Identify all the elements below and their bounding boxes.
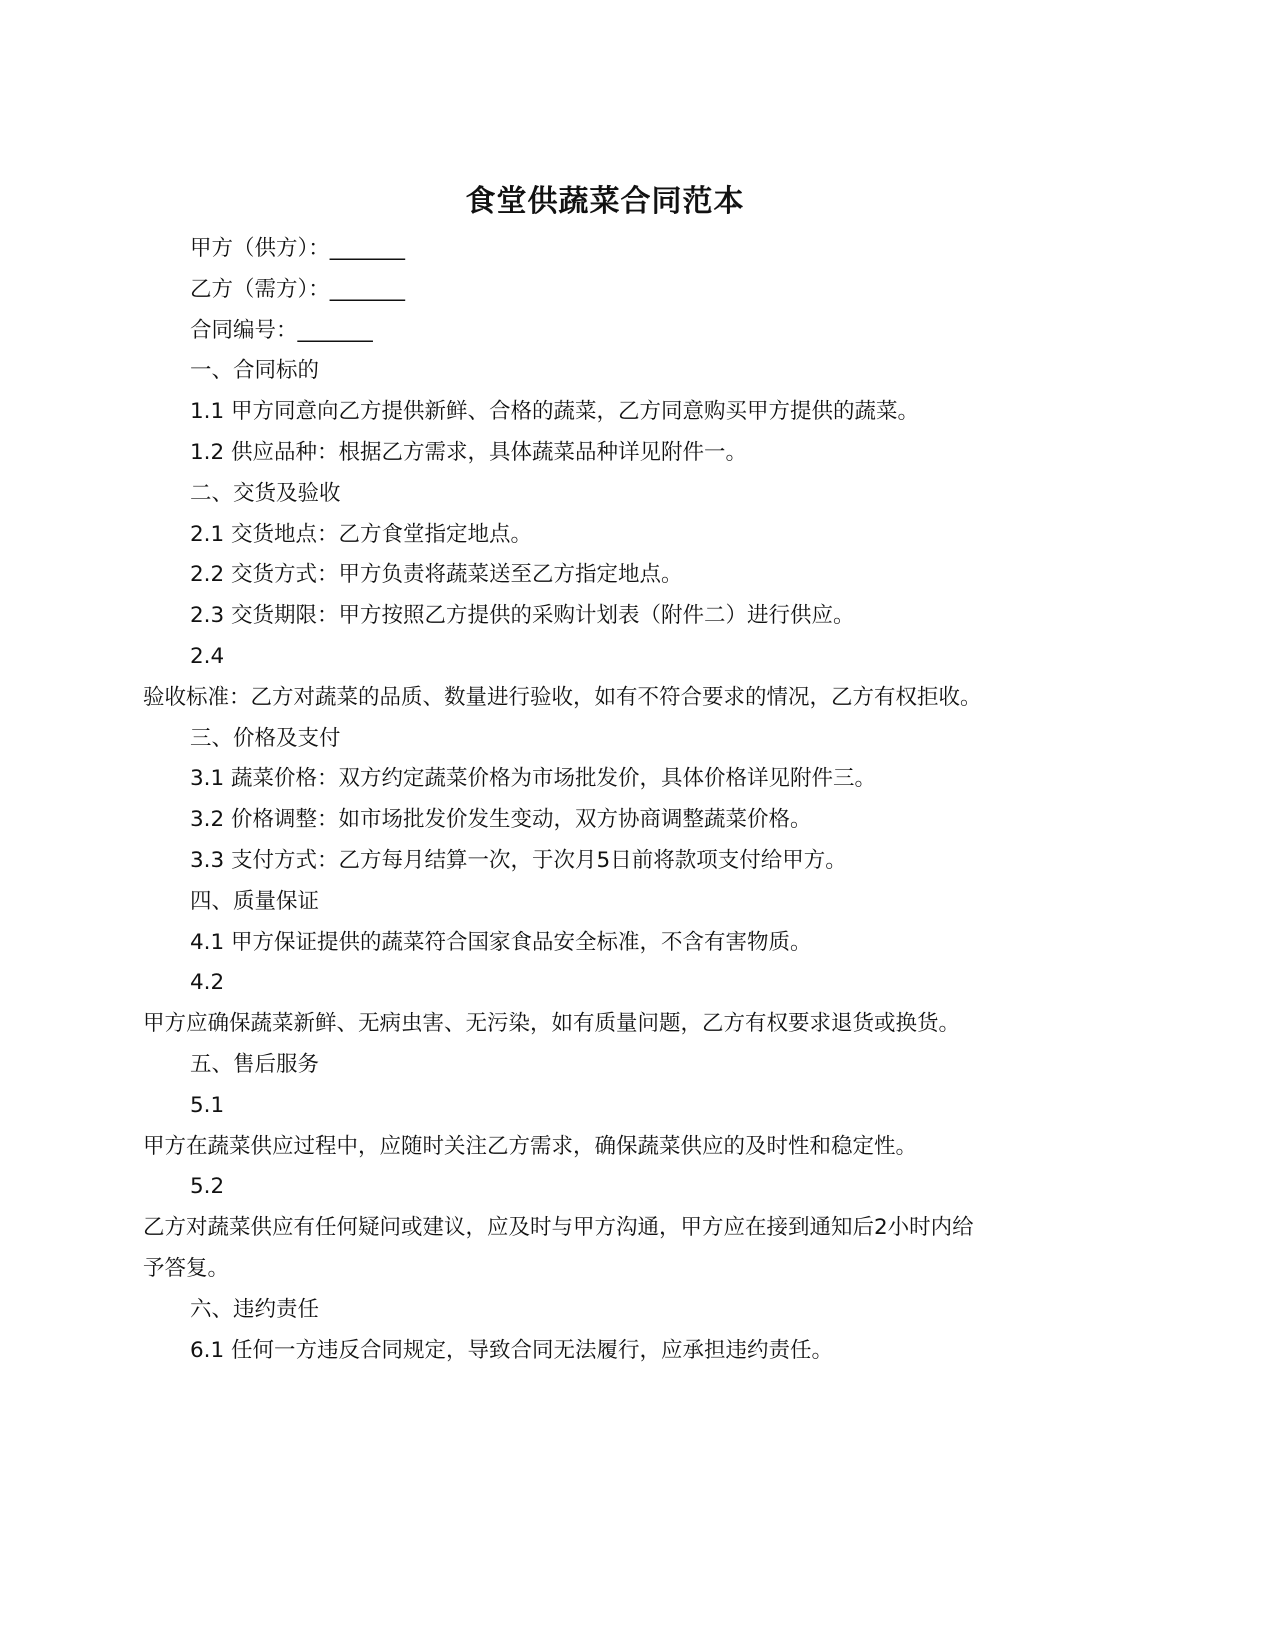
paragraph-line: 一、合同标的	[190, 358, 320, 384]
paragraph-line: 5.2	[190, 1174, 225, 1200]
paragraph-line: 甲方应确保蔬菜新鲜、无病虫害、无污染，如有质量问题，乙方有权要求退货或换货。	[143, 1011, 961, 1037]
paragraph-line: 验收标准：乙方对蔬菜的品质、数量进行验收，如有不符合要求的情况，乙方有权拒收。	[143, 684, 982, 710]
paragraph-line: 六、违约责任	[190, 1296, 320, 1322]
paragraph-line: 四、质量保证	[190, 888, 320, 914]
paragraph-line: 2.3 交货期限：甲方按照乙方提供的采购计划表（附件二）进行供应。	[190, 603, 855, 629]
paragraph-line: 1.1 甲方同意向乙方提供新鲜、合格的蔬菜，乙方同意购买甲方提供的蔬菜。	[190, 399, 920, 425]
paragraph-line: 6.1 任何一方违反合同规定，导致合同无法履行，应承担违约责任。	[190, 1337, 834, 1363]
paragraph-line: 2.2 交货方式：甲方负责将蔬菜送至乙方指定地点。	[190, 562, 683, 588]
paragraph-line: 2.4	[190, 643, 225, 669]
paragraph-line: 乙方（需方）：_______	[190, 276, 406, 302]
paragraph-line: 3.1 蔬菜价格：双方约定蔬菜价格为市场批发价，具体价格详见附件三。	[190, 766, 877, 792]
document-title: 食堂供蔬菜合同范本	[465, 184, 745, 219]
paragraph-line: 甲方在蔬菜供应过程中，应随时关注乙方需求，确保蔬菜供应的及时性和稳定性。	[143, 1133, 918, 1159]
paragraph-line: 5.1	[190, 1092, 225, 1118]
paragraph-line: 2.1 交货地点：乙方食堂指定地点。	[190, 521, 533, 547]
paragraph-line: 合同编号：_______	[190, 317, 373, 343]
paragraph-line: 五、售后服务	[190, 1051, 320, 1077]
paragraph-line: 予答复。	[143, 1255, 230, 1281]
paragraph-line: 甲方（供方）：_______	[190, 236, 406, 261]
paragraph-line: 二、交货及验收	[190, 480, 341, 506]
paragraph-line: 4.1 甲方保证提供的蔬菜符合国家食品安全标准，不含有害物质。	[190, 929, 812, 955]
paragraph-line: 1.2 供应品种：根据乙方需求，具体蔬菜品种详见附件一。	[190, 439, 748, 465]
paragraph-line: 3.2 价格调整：如市场批发价发生变动，双方协商调整蔬菜价格。	[190, 807, 812, 833]
paragraph-line: 乙方对蔬菜供应有任何疑问或建议，应及时与甲方沟通，甲方应在接到通知后2小时内给	[143, 1215, 974, 1241]
paragraph-line: 3.3 支付方式：乙方每月结算一次，于次月5日前将款项支付给甲方。	[190, 847, 847, 873]
paragraph-line: 4.2	[190, 970, 225, 996]
paragraph-line: 三、价格及支付	[190, 725, 341, 751]
document-body	[143, 229, 1083, 1371]
